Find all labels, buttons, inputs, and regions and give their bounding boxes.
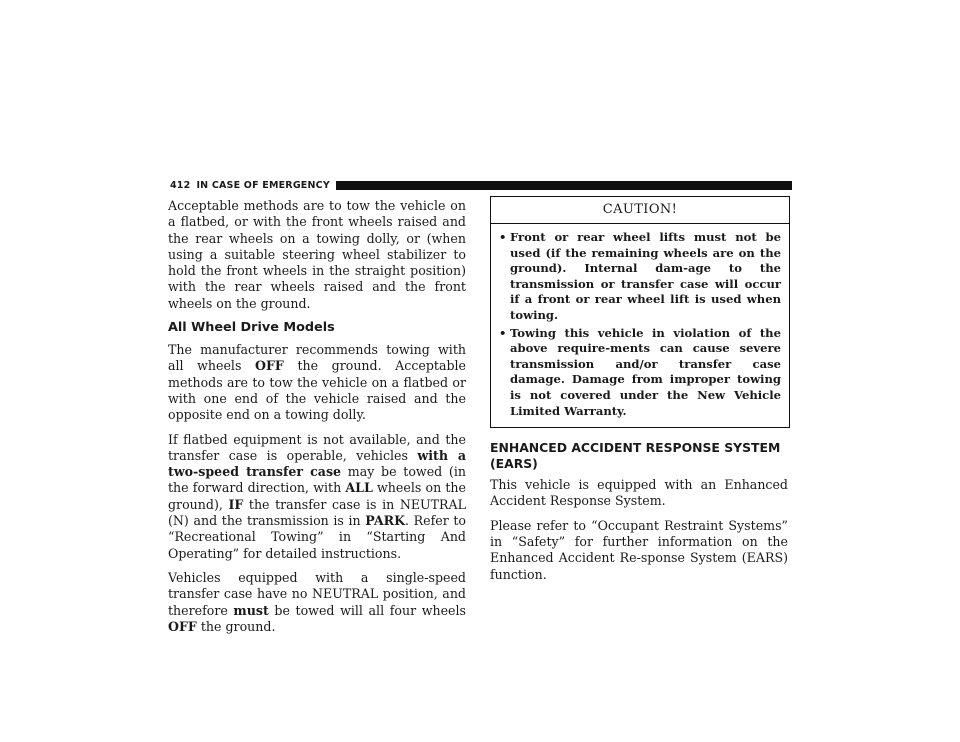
- caution-item: • Towing this vehicle in violation of the above require-ments can cause severe transmission and/or transfer case damage. Damage from improper towing is not covered under the New Vehicle Limited Warranty.: [499, 326, 781, 420]
- right-column: [490, 198, 788, 591]
- flatbed-unavailable-paragraph: If flatbed equipment is not available, and the transfer case is operable, vehicles with a two-speed transfer case may be towed (in the forward direction, with ALL wheels on the ground), IF the transfer case is in NEUTRAL (N) and the transmission is in PARK. Refer to “Recreational Towing” in “Starting And Operating” for detailed instructions.: [168, 431, 466, 561]
- ears-heading: ENHANCED ACCIDENT RESPONSE SYSTEM (EARS): [490, 440, 781, 472]
- caution-list: [499, 230, 781, 419]
- towing-methods-paragraph: Acceptable methods are to tow the vehicle on a flatbed, or with the front wheels raised and the rear wheels on a towing dolly, or (when using a suitable steering wheel stabilizer to hold the front wheels in the straight position) with the rear wheels raised and the front wheels on the ground.: [168, 198, 466, 311]
- ears-reference-paragraph: Please refer to “Occupant Restraint Systems” in “Safety” for further information on the Enhanced Accident Re-sponse System (EARS) function.: [490, 517, 788, 582]
- caution-box: [490, 196, 790, 428]
- left-column: [168, 198, 466, 643]
- page-number: 412: [170, 179, 191, 191]
- caution-title: CAUTION!: [491, 202, 789, 224]
- awd-heading: All Wheel Drive Models: [168, 320, 335, 336]
- awd-recommendation-paragraph: The manufacturer recommends towing with all wheels OFF the ground. Acceptable methods are to tow the vehicle on a flatbed or with one end of the vehicle raised and the opposite end on a towing dolly.: [168, 342, 467, 423]
- section-title: IN CASE OF EMERGENCY: [196, 179, 330, 191]
- header-rule: [336, 181, 792, 190]
- single-speed-paragraph: Vehicles equipped with a single-speed transfer case have no NEUTRAL position, and therefore must be towed will all four wheels OFF the ground.: [168, 569, 466, 634]
- ears-intro-paragraph: This vehicle is equipped with an Enhanced Accident Response System.: [490, 477, 788, 509]
- running-header: [170, 178, 792, 192]
- caution-item: • Front or rear wheel lifts must not be used (if the remaining wheels are on the ground). Internal dam-age to the transmission or transfer case will occur if a front or rear wheel lift is used when towing.: [499, 230, 781, 324]
